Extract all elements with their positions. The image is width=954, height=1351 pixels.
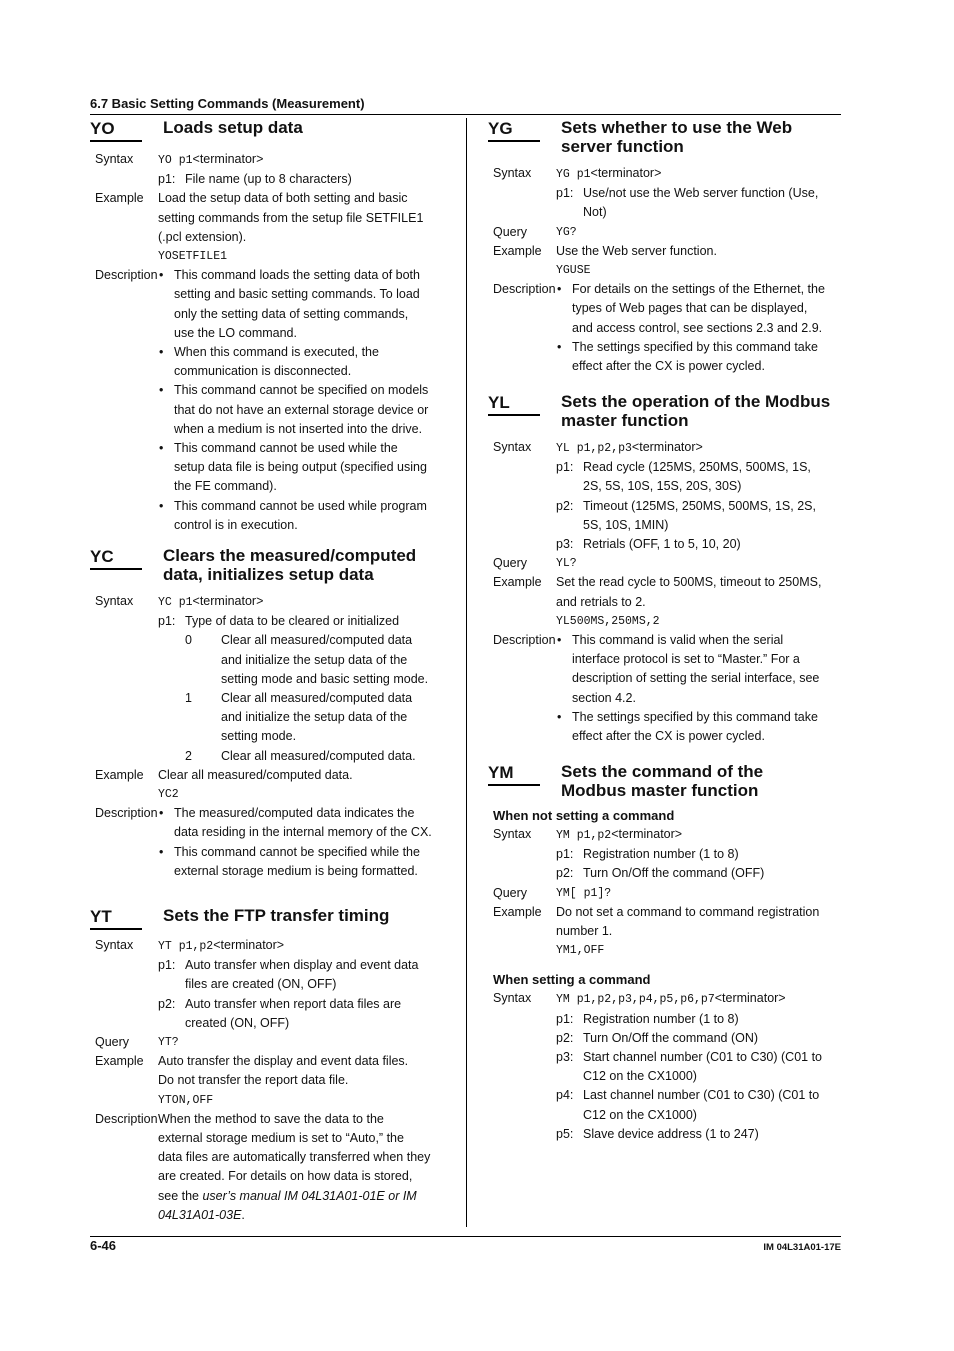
page-header <box>90 96 841 115</box>
command-code: YM <box>488 763 540 786</box>
command-title <box>163 546 446 584</box>
example-label: Example <box>493 575 542 590</box>
query-command: YT? <box>158 1036 179 1050</box>
example-command: YOSETFILE1 <box>158 250 228 264</box>
description-label: Description <box>493 633 556 648</box>
bullet-text: setting and basic setting commands. To load <box>174 287 420 302</box>
param-key: p5: <box>556 1126 574 1141</box>
param-desc: Auto transfer when report data files are <box>185 996 402 1011</box>
param-key: p3: <box>556 537 574 552</box>
left-column <box>90 118 446 1225</box>
param-desc: Retrials (OFF, 1 to 5, 10, 20) <box>583 537 741 552</box>
example-text: Auto transfer the display and event data files. <box>158 1054 409 1069</box>
syntax-terminator: <terminator> <box>590 166 662 180</box>
param-key: p1: <box>556 186 574 201</box>
syntax-terminator: <terminator> <box>192 152 264 166</box>
param-desc: Turn On/Off the command (ON) <box>583 1030 759 1045</box>
bullet-text: setup data file is being output (specified using <box>174 460 427 475</box>
description-row <box>488 631 844 746</box>
syntax-label: Syntax <box>493 440 532 454</box>
option-desc: Clear all measured/computed data. <box>221 748 416 763</box>
bullet-text: use the LO command. <box>174 325 297 340</box>
param-desc: 2S, 5S, 10S, 15S, 20S, 30S) <box>583 479 742 494</box>
title-line: Sets the operation of the Modbus <box>561 392 831 411</box>
column-divider <box>466 118 467 1227</box>
bullet-text: When this command is executed, the <box>174 345 379 360</box>
manual-reference: user’s manual IM 04L31A01-01E or IM <box>202 1188 417 1203</box>
syntax-command: YO p1 <box>158 154 193 167</box>
param-key: p2: <box>556 498 574 513</box>
bullet-text: This command is valid when the serial <box>572 633 784 648</box>
bullet-icon: • <box>159 345 164 360</box>
footer-rule <box>90 1236 841 1237</box>
description-text: data files are automatically transferred when they <box>158 1150 431 1165</box>
example-command: YM1,OFF <box>556 944 605 958</box>
command-title <box>561 392 844 430</box>
param-desc: files are created (ON, OFF) <box>185 977 337 992</box>
option-desc: setting mode and basic setting mode. <box>221 671 429 686</box>
example-text: Clear all measured/computed data. <box>158 767 353 782</box>
example-text: (.pcl extension). <box>158 229 247 244</box>
command-ym <box>488 762 844 1144</box>
example-text: setting commands from the setup file SETFILE1 <box>158 210 424 225</box>
syntax-command: YM p1,p2,p3,p4,p5,p6,p7 <box>556 993 715 1007</box>
param-desc: C12 on the CX1000) <box>583 1069 697 1084</box>
command-title <box>561 762 844 800</box>
example-label: Example <box>95 1054 144 1069</box>
param-desc: Start channel number (C01 to C30) (C01 to <box>583 1050 823 1065</box>
option-key: 2 <box>185 748 192 763</box>
syntax-terminator: <terminator> <box>213 938 285 952</box>
bullet-text: the FE command). <box>174 479 277 494</box>
query-label: Query <box>493 224 528 239</box>
example-label: Example <box>95 191 144 206</box>
description-text: . <box>241 1207 245 1222</box>
example-row <box>488 903 844 961</box>
option-desc: Clear all measured/computed data <box>221 633 413 648</box>
query-row <box>488 884 844 903</box>
example-row <box>90 189 446 266</box>
bullet-text: when a medium is not inserted into the drive. <box>174 421 423 436</box>
param-key: p2: <box>158 996 176 1011</box>
param-desc: Last channel number (C01 to C30) (C01 to <box>583 1088 820 1103</box>
param-desc: File name (up to 8 characters) <box>185 172 352 187</box>
page-number: 6-46 <box>90 1238 117 1253</box>
param-desc: Use/not use the Web server function (Use, <box>583 186 819 201</box>
command-code: YT <box>90 907 142 930</box>
manual-reference: 04L31A01-03E <box>158 1207 242 1222</box>
bullet-text: communication is disconnected. <box>174 364 352 379</box>
syntax-label: Syntax <box>493 827 532 841</box>
command-code: YG <box>488 119 540 142</box>
param-desc: Type of data to be cleared or initialized <box>185 614 400 629</box>
param-key: p4: <box>556 1088 574 1103</box>
bullet-text: section 4.2. <box>572 690 636 705</box>
bullet-text: external storage medium is being formatted. <box>174 863 418 878</box>
description-label: Description <box>95 1111 158 1126</box>
syntax-terminator: <terminator> <box>192 594 264 608</box>
bullet-text: For details on the settings of the Ethernet, the <box>572 282 825 297</box>
command-title: Loads setup data <box>163 118 303 137</box>
title-line: Sets whether to use the Web <box>561 118 793 137</box>
bullet-text: data residing in the internal memory of the CX. <box>174 825 432 840</box>
document-code: IM 04L31A01-17E <box>763 1242 841 1253</box>
param-key: p3: <box>556 1050 574 1065</box>
param-desc: Slave device address (1 to 247) <box>583 1126 759 1141</box>
query-row <box>488 223 844 242</box>
syntax-row <box>90 936 446 1033</box>
syntax-command: YM p1,p2 <box>556 829 612 842</box>
param-key: p2: <box>556 1030 574 1045</box>
syntax-label: Syntax <box>493 166 532 180</box>
bullet-icon: • <box>159 441 164 456</box>
bullet-text: and access control, see sections 2.3 and 2.9. <box>572 320 823 335</box>
option-key: 0 <box>185 633 192 648</box>
command-yl <box>488 392 844 762</box>
syntax-row <box>488 164 844 223</box>
param-desc: created (ON, OFF) <box>185 1015 290 1030</box>
example-row <box>90 1052 446 1110</box>
query-row <box>90 1033 446 1052</box>
command-code: YL <box>488 393 540 416</box>
description-text: When the method to save the data to the <box>158 1111 384 1126</box>
example-text: Use the Web server function. <box>556 243 717 258</box>
query-command: YL? <box>556 557 577 571</box>
example-label: Example <box>493 243 542 258</box>
syntax-row <box>488 989 844 1144</box>
description-text: external storage medium is set to “Auto,” the <box>158 1131 404 1146</box>
param-desc: Not) <box>583 205 607 220</box>
param-desc: Auto transfer when display and event data <box>185 958 419 973</box>
syntax-command: YL p1,p2,p3 <box>556 442 632 455</box>
bullet-text: The measured/computed data indicates the <box>174 806 415 821</box>
param-desc: 5S, 10S, 1MIN) <box>583 517 669 532</box>
syntax-row <box>488 825 844 884</box>
example-text: and retrials to 2. <box>556 594 646 609</box>
param-key: p1: <box>556 460 574 475</box>
bullet-text: This command cannot be used while program <box>174 498 427 513</box>
bullet-icon: • <box>557 633 562 648</box>
description-row <box>90 1110 446 1225</box>
syntax-command: YC p1 <box>158 596 193 609</box>
query-command: YM[ p1]? <box>556 886 612 900</box>
description-text: see the <box>158 1188 203 1203</box>
param-key: p2: <box>556 866 574 881</box>
example-row <box>488 242 844 280</box>
param-desc: Turn On/Off the command (OFF) <box>583 866 765 881</box>
syntax-label: Syntax <box>95 152 134 166</box>
bullet-text: control is in execution. <box>174 517 298 532</box>
example-text: number 1. <box>556 924 613 939</box>
command-code: YO <box>90 119 142 142</box>
param-key: p1: <box>158 172 176 187</box>
example-command: YC2 <box>158 788 179 802</box>
param-key: p1: <box>556 1011 574 1026</box>
bullet-text: effect after the CX is power cycled. <box>572 359 765 374</box>
syntax-row <box>90 592 446 766</box>
bullet-text: effect after the CX is power cycled. <box>572 729 765 744</box>
example-command: YL500MS,250MS,2 <box>556 614 660 628</box>
option-desc: and initialize the setup data of the <box>221 710 408 725</box>
example-command: YGUSE <box>556 264 591 278</box>
syntax-label: Syntax <box>95 938 134 952</box>
description-row <box>90 804 446 881</box>
right-column <box>488 118 844 1144</box>
syntax-row <box>90 150 446 189</box>
query-label: Query <box>493 885 528 900</box>
query-row <box>488 554 844 573</box>
example-label: Example <box>493 904 542 919</box>
bullet-icon: • <box>557 339 562 354</box>
option-key: 1 <box>185 691 192 706</box>
query-label: Query <box>493 556 528 571</box>
param-desc: Registration number (1 to 8) <box>583 847 739 862</box>
bullet-icon: • <box>159 268 164 283</box>
example-command: YTON,OFF <box>158 1093 214 1107</box>
bullet-text: This command cannot be used while the <box>174 441 398 456</box>
example-text: Do not set a command to command registration <box>556 904 820 919</box>
bullet-icon: • <box>159 806 164 821</box>
command-yc <box>90 546 446 898</box>
example-row <box>488 573 844 631</box>
description-label: Description <box>95 806 158 821</box>
bullet-icon: • <box>159 383 164 398</box>
example-row <box>90 766 446 804</box>
bullet-text: interface protocol is set to “Master.” For a <box>572 652 800 667</box>
param-key: p1: <box>556 847 574 862</box>
command-title: Sets the FTP transfer timing <box>163 906 390 925</box>
param-desc: Read cycle (125MS, 250MS, 500MS, 1S, <box>583 460 811 475</box>
param-desc: Timeout (125MS, 250MS, 500MS, 1S, 2S, <box>583 498 816 513</box>
example-label: Example <box>95 767 144 782</box>
title-line: server function <box>561 137 684 156</box>
description-label: Description <box>493 282 556 297</box>
bullet-icon: • <box>159 498 164 513</box>
command-yg <box>488 118 844 392</box>
title-line: master function <box>561 411 689 430</box>
example-text: Do not transfer the report data file. <box>158 1073 349 1088</box>
subheading: When setting a command <box>493 972 651 988</box>
section-heading: 6.7 Basic Setting Commands (Measurement) <box>90 96 365 111</box>
query-command: YG? <box>556 225 577 239</box>
description-row <box>90 266 446 535</box>
command-code: YC <box>90 547 142 570</box>
bullet-text: types of Web pages that can be displayed, <box>572 301 808 316</box>
syntax-terminator: <terminator> <box>714 991 786 1006</box>
bullet-icon: • <box>557 709 562 724</box>
syntax-terminator: <terminator> <box>631 440 703 454</box>
bullet-text: only the setting data of setting commands, <box>174 306 409 321</box>
option-desc: and initialize the setup data of the <box>221 652 408 667</box>
option-desc: setting mode. <box>221 729 297 744</box>
param-desc: Registration number (1 to 8) <box>583 1011 739 1026</box>
syntax-terminator: <terminator> <box>611 827 683 841</box>
param-desc: C12 on the CX1000) <box>583 1107 697 1122</box>
description-row <box>488 280 844 376</box>
command-yo <box>90 118 446 538</box>
bullet-text: This command cannot be specified on models <box>174 383 429 398</box>
description-text: are created. For details on how data is stored, <box>158 1169 413 1184</box>
bullet-text: This command cannot be specified while the <box>174 844 420 859</box>
description-label: Description <box>95 268 158 283</box>
bullet-text: description of setting the serial interface, see <box>572 671 820 686</box>
subheading: When not setting a command <box>493 808 675 823</box>
example-text: Set the read cycle to 500MS, timeout to 250MS, <box>556 575 822 590</box>
syntax-label: Syntax <box>493 991 532 1006</box>
command-yt <box>90 906 446 1225</box>
syntax-row <box>488 438 844 554</box>
syntax-command: YG p1 <box>556 168 591 181</box>
command-title <box>561 118 844 156</box>
query-label: Query <box>95 1035 130 1050</box>
title-line: data, initializes setup data <box>163 565 374 584</box>
bullet-text: The settings specified by this command take <box>572 339 818 354</box>
bullet-text: that do not have an external storage device or <box>174 402 429 417</box>
bullet-icon: • <box>557 282 562 297</box>
title-line: Clears the measured/computed <box>163 546 417 565</box>
bullet-text: This command loads the setting data of both <box>174 268 420 283</box>
bullet-text: The settings specified by this command take <box>572 709 818 724</box>
example-text: Load the setup data of both setting and basic <box>158 191 408 206</box>
syntax-command: YT p1,p2 <box>158 940 214 953</box>
title-line: Sets the command of the <box>561 762 764 781</box>
bullet-icon: • <box>159 844 164 859</box>
param-key: p1: <box>158 614 176 629</box>
title-line: Modbus master function <box>561 781 759 800</box>
syntax-label: Syntax <box>95 594 134 608</box>
option-desc: Clear all measured/computed data <box>221 691 413 706</box>
param-key: p1: <box>158 958 176 973</box>
